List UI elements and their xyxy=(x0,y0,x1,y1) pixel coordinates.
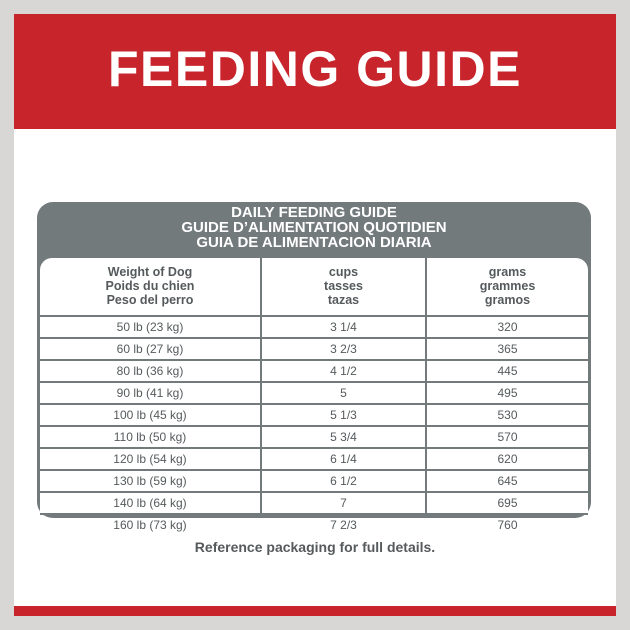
bottom-accent-bar xyxy=(14,606,616,616)
table-rows xyxy=(40,315,588,535)
cups-cell: 3 2/3 xyxy=(330,342,357,356)
header-grams-es: gramos xyxy=(484,293,531,307)
table-row xyxy=(40,491,588,513)
grams-cell: 760 xyxy=(497,518,518,532)
cups-cell: 5 3/4 xyxy=(330,430,357,444)
table-row xyxy=(40,425,588,447)
grams-cell: 365 xyxy=(497,342,518,356)
header-weight xyxy=(40,265,260,307)
header-cups xyxy=(262,265,425,307)
header-grams-en: grams xyxy=(488,265,527,279)
grams-cell: 530 xyxy=(497,408,518,422)
weight-cell: 140 lb (64 kg) xyxy=(113,496,187,510)
weight-cell: 80 lb (36 kg) xyxy=(116,364,184,378)
header-cups-fr: tasses xyxy=(324,279,363,293)
table-row xyxy=(40,337,588,359)
header-weight-fr: Poids du chien xyxy=(105,279,195,293)
grams-cell: 645 xyxy=(497,474,518,488)
cups-cell: 5 xyxy=(340,386,347,400)
weight-cell: 160 lb (73 kg) xyxy=(113,518,187,532)
table-title xyxy=(37,205,591,250)
table-row xyxy=(40,469,588,491)
grams-cell: 570 xyxy=(497,430,518,444)
cups-cell: 5 1/3 xyxy=(330,408,357,422)
table-row xyxy=(40,447,588,469)
weight-cell: 50 lb (23 kg) xyxy=(116,320,184,334)
cups-cell: 4 1/2 xyxy=(330,364,357,378)
table-row xyxy=(40,403,588,425)
page-title: FEEDING GUIDE xyxy=(108,40,522,97)
table-row xyxy=(40,381,588,403)
weight-cell: 100 lb (45 kg) xyxy=(113,408,187,422)
table-row xyxy=(40,513,588,535)
header-cups-en: cups xyxy=(328,265,359,279)
header-weight-en: Weight of Dog xyxy=(107,265,193,279)
weight-cell: 110 lb (50 kg) xyxy=(113,430,187,444)
weight-cell: 60 lb (27 kg) xyxy=(116,342,184,356)
reference-note: Reference packaging for full details. xyxy=(194,539,436,555)
feeding-guide-card xyxy=(14,14,616,616)
feeding-table xyxy=(37,202,591,532)
table-row xyxy=(40,359,588,381)
cups-cell: 7 xyxy=(340,496,347,510)
grams-cell: 320 xyxy=(497,320,518,334)
header-weight-es: Peso del perro xyxy=(106,293,194,307)
weight-cell: 90 lb (41 kg) xyxy=(116,386,184,400)
table-row xyxy=(40,315,588,337)
cups-cell: 3 1/4 xyxy=(330,320,357,334)
grams-cell: 695 xyxy=(497,496,518,510)
cups-cell: 7 2/3 xyxy=(330,518,357,532)
cups-cell: 6 1/2 xyxy=(330,474,357,488)
header-grams xyxy=(427,265,588,307)
title-banner xyxy=(14,14,616,129)
weight-cell: 130 lb (59 kg) xyxy=(113,474,187,488)
weight-cell: 120 lb (54 kg) xyxy=(113,452,187,466)
table-title-fr: GUIDE D’ALIMENTATION QUOTIDIEN xyxy=(181,219,447,236)
table-body xyxy=(40,258,588,532)
cups-cell: 6 1/4 xyxy=(330,452,357,466)
grams-cell: 445 xyxy=(497,364,518,378)
grams-cell: 495 xyxy=(497,386,518,400)
table-title-en: DAILY FEEDING GUIDE xyxy=(231,204,397,221)
header-cups-es: tazas xyxy=(327,293,360,307)
header-grams-fr: grammes xyxy=(479,279,536,293)
grams-cell: 620 xyxy=(497,452,518,466)
table-title-es: GUIA DE ALIMENTACION DIARIA xyxy=(196,234,432,251)
